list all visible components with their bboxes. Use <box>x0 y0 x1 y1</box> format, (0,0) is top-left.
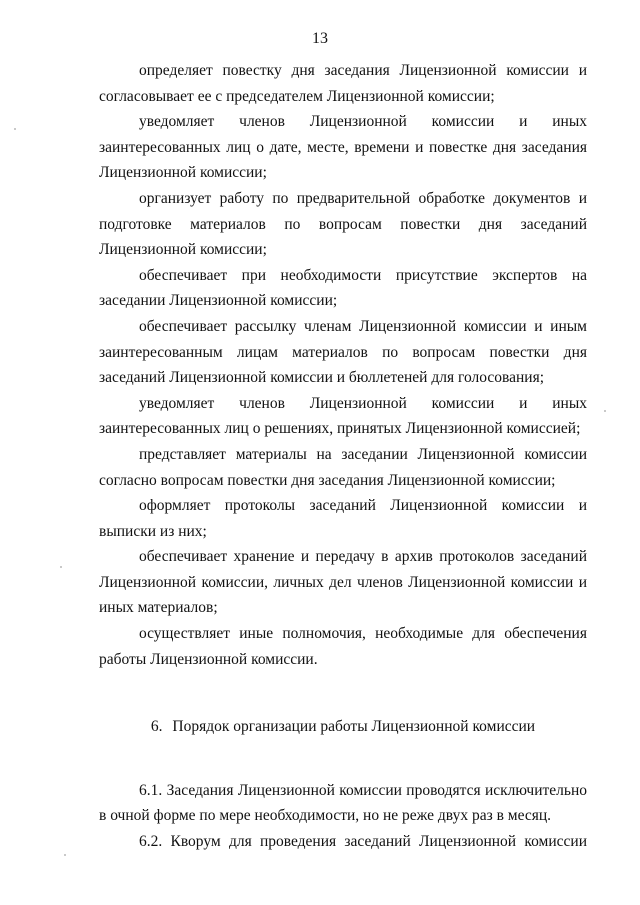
clause: 6.2. Кворум для проведения заседаний Лицензионной комиссии <box>139 833 587 851</box>
section-heading <box>99 714 587 740</box>
scan-speck <box>14 128 16 130</box>
list-item: уведомляет членов Лицензионной комиссии и иных заинтересованных лиц о дате, месте, времени и повестке дня заседания Лицензионной комиссии; <box>99 113 587 182</box>
clause: 6.1. Заседания Лицензионной комиссии проводятся исключительно в очной форме по мере необходимости, но не реже двух раз в месяц. <box>99 781 587 825</box>
list-item: обеспечивает хранение и передачу в архив протоколов заседаний Лицензионной комиссии, личных дел членов Лицензионной комиссии и иных материалов; <box>99 548 587 617</box>
page-body <box>99 58 587 855</box>
list-item: представляет материалы на заседании Лицензионной комиссии согласно вопросам повестки дня заседания Лицензионной комиссии; <box>99 445 587 489</box>
scan-speck <box>60 566 62 568</box>
section-number: 6. <box>150 718 163 736</box>
list-item: оформляет протоколы заседаний Лицензионной комиссии и выписки из них; <box>99 497 587 540</box>
scan-speck <box>604 410 606 412</box>
list-item: определяет повестку дня заседания Лицензионной комиссии и согласовывает ее с председателем Лицензионной комиссии; <box>99 62 587 105</box>
scan-speck <box>64 854 66 856</box>
list-item: обеспечивает при необходимости присутствие экспертов на заседании Лицензионной комиссии; <box>99 266 587 310</box>
section-title: Порядок организации работы Лицензионной комиссии <box>172 718 536 736</box>
list-item: осуществляет иные полномочия, необходимые для обеспечения работы Лицензионной комиссии. <box>99 625 587 668</box>
list-item: обеспечивает рассылку членам Лицензионной комиссии и иным заинтересованным лицам материалов по вопросам повестки дня заседаний Лицензионной комиссии и бюллетеней для голосования; <box>99 317 587 387</box>
list-item: уведомляет членов Лицензионной комиссии и иных заинтересованных лиц о решениях, принятых Лицензионной комиссией; <box>99 394 587 438</box>
list-item: организует работу по предварительной обработке документов и подготовке материалов по вопросам повестки дня заседаний Лицензионной комиссии; <box>99 189 587 259</box>
page-number: 13 <box>312 30 328 47</box>
